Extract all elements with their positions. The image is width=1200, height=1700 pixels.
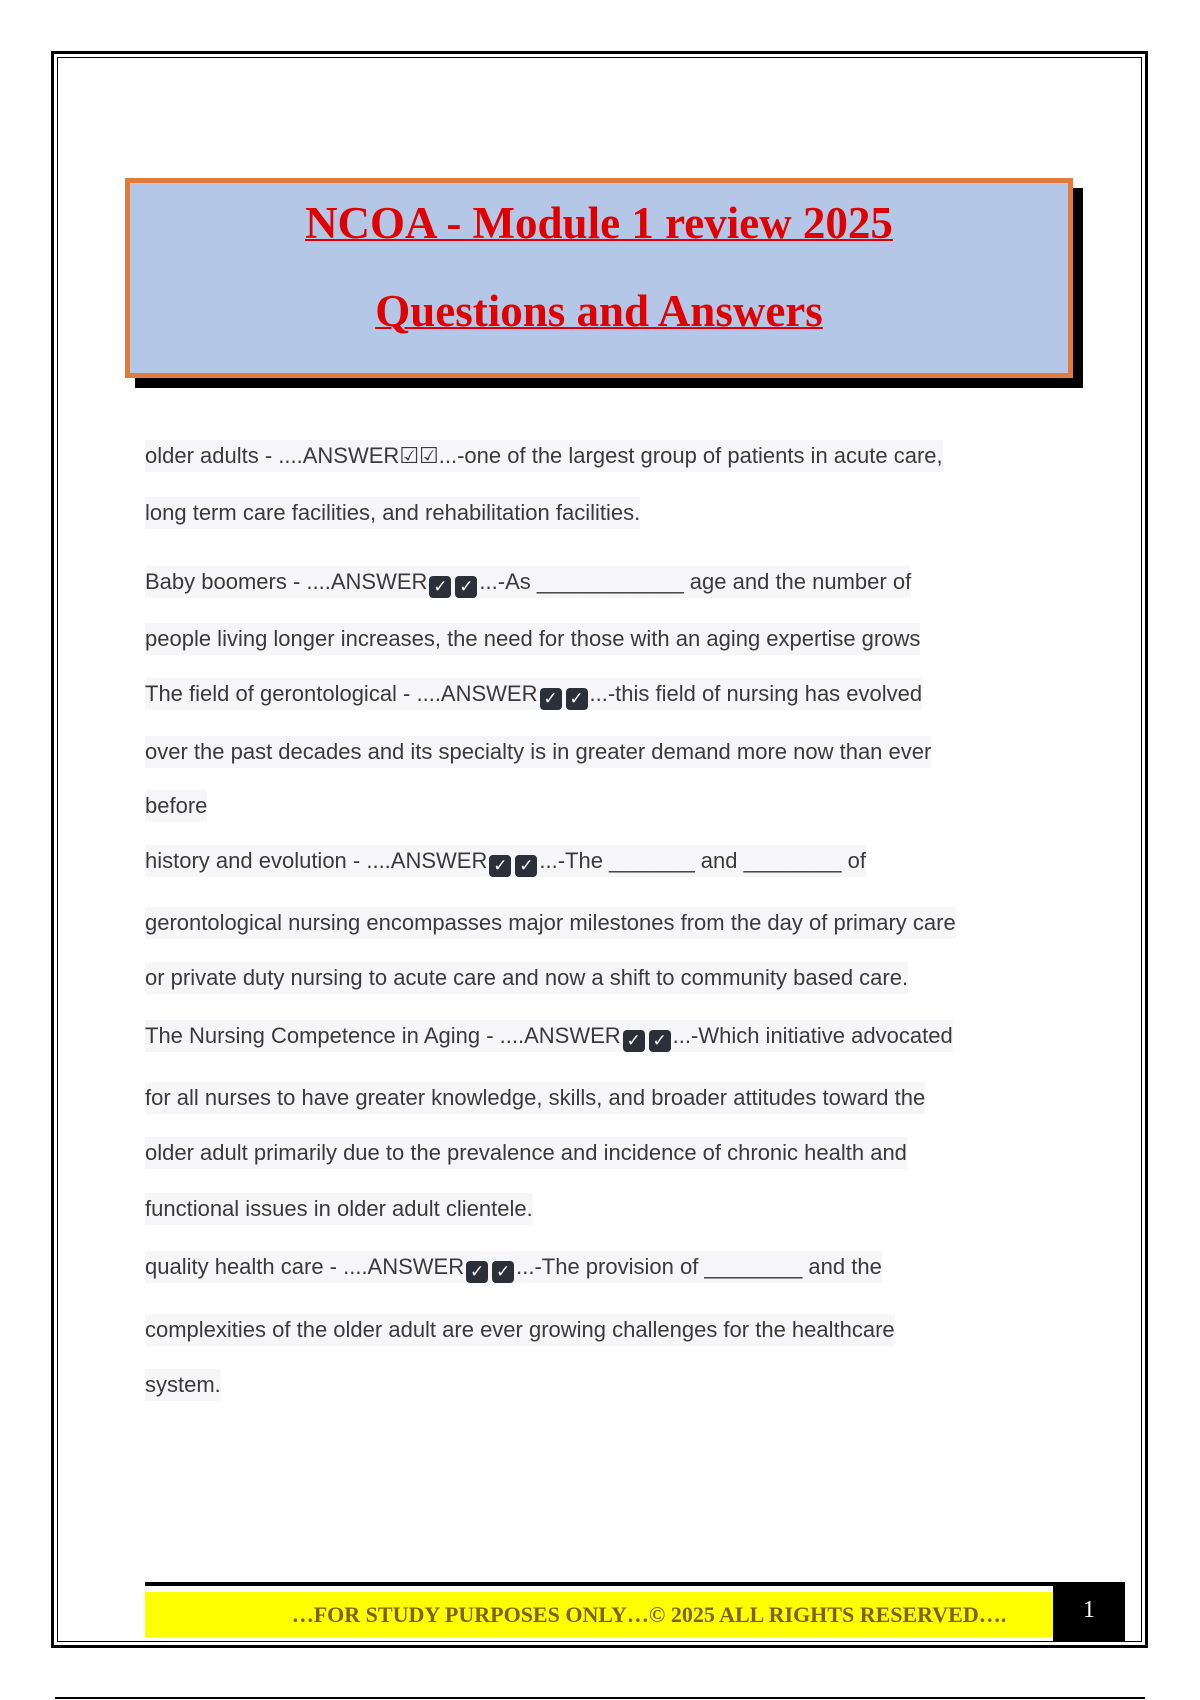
qa-term: The field of gerontological - ....ANSWER xyxy=(145,681,538,706)
checkbox-icon: ✓ xyxy=(566,688,588,710)
qa-continuation: complexities of the older adult are ever growing challenges for the healthcare xyxy=(145,1314,895,1346)
qa-answer: ...-The _______ and ________ of xyxy=(539,848,866,873)
qa-entry-line xyxy=(145,566,911,598)
qa-answer: ...-As ____________ age and the number of xyxy=(479,569,912,594)
qa-continuation: people living longer increases, the need for those with an aging expertise grows xyxy=(145,623,920,655)
qa-answer: ...-Which initiative advocated xyxy=(672,1023,953,1048)
checkbox-icon: ✓ xyxy=(623,1030,645,1052)
title-line-1: NCOA - Module 1 review 2025 xyxy=(305,198,893,248)
qa-entry-line xyxy=(145,440,943,472)
qa-continuation: gerontological nursing encompasses major milestones from the day of primary care xyxy=(145,907,956,939)
qa-continuation: system. xyxy=(145,1369,221,1401)
checkbox-icon: ✓ xyxy=(649,1030,671,1052)
footer-rule xyxy=(145,1582,1053,1586)
qa-term: The Nursing Competence in Aging - ....ANSWER xyxy=(145,1023,621,1048)
checkbox-icon: ✓ xyxy=(466,1261,488,1283)
title-line-2: Questions and Answers xyxy=(375,286,823,336)
checkbox-icon: ✓ xyxy=(492,1261,514,1283)
checkbox-icon: ✓ xyxy=(515,855,537,877)
checkbox-icon: ✓ xyxy=(455,576,477,598)
qa-continuation: before xyxy=(145,790,207,822)
qa-entry-line xyxy=(145,1251,882,1283)
checkbox-icon: ☑☑ xyxy=(399,443,439,468)
checkbox-icon: ✓ xyxy=(429,576,451,598)
qa-continuation: older adult primarily due to the prevalence and incidence of chronic health and xyxy=(145,1137,907,1169)
qa-continuation: long term care facilities, and rehabilitation facilities. xyxy=(145,497,640,529)
checkbox-icon: ✓ xyxy=(489,855,511,877)
checkbox-icon: ✓ xyxy=(540,688,562,710)
qa-continuation: or private duty nursing to acute care and now a shift to community based care. xyxy=(145,962,908,994)
qa-answer: ...-The provision of ________ and the xyxy=(516,1254,882,1279)
qa-entry-line xyxy=(145,845,866,877)
qa-answer: ...-this field of nursing has evolved xyxy=(589,681,923,706)
bottom-divider xyxy=(55,1697,1145,1699)
qa-continuation: for all nurses to have greater knowledge, skills, and broader attitudes toward the xyxy=(145,1082,925,1114)
title-box xyxy=(125,178,1073,378)
qa-term: history and evolution - ....ANSWER xyxy=(145,848,488,873)
qa-term: Baby boomers - ....ANSWER xyxy=(145,569,428,594)
qa-continuation: over the past decades and its specialty is in greater demand more now than ever xyxy=(145,736,931,768)
qa-term: quality health care - ....ANSWER xyxy=(145,1254,465,1279)
qa-entry-line xyxy=(145,678,922,710)
qa-answer: ...-one of the largest group of patients in acute care, xyxy=(438,443,943,468)
qa-term: older adults - ....ANSWER xyxy=(145,443,400,468)
qa-continuation: functional issues in older adult clientele. xyxy=(145,1193,533,1225)
qa-entry-line xyxy=(145,1020,953,1052)
footer-banner: …FOR STUDY PURPOSES ONLY…© 2025 ALL RIGHTS RESERVED…. xyxy=(145,1592,1053,1637)
page-number: 1 xyxy=(1053,1582,1125,1642)
